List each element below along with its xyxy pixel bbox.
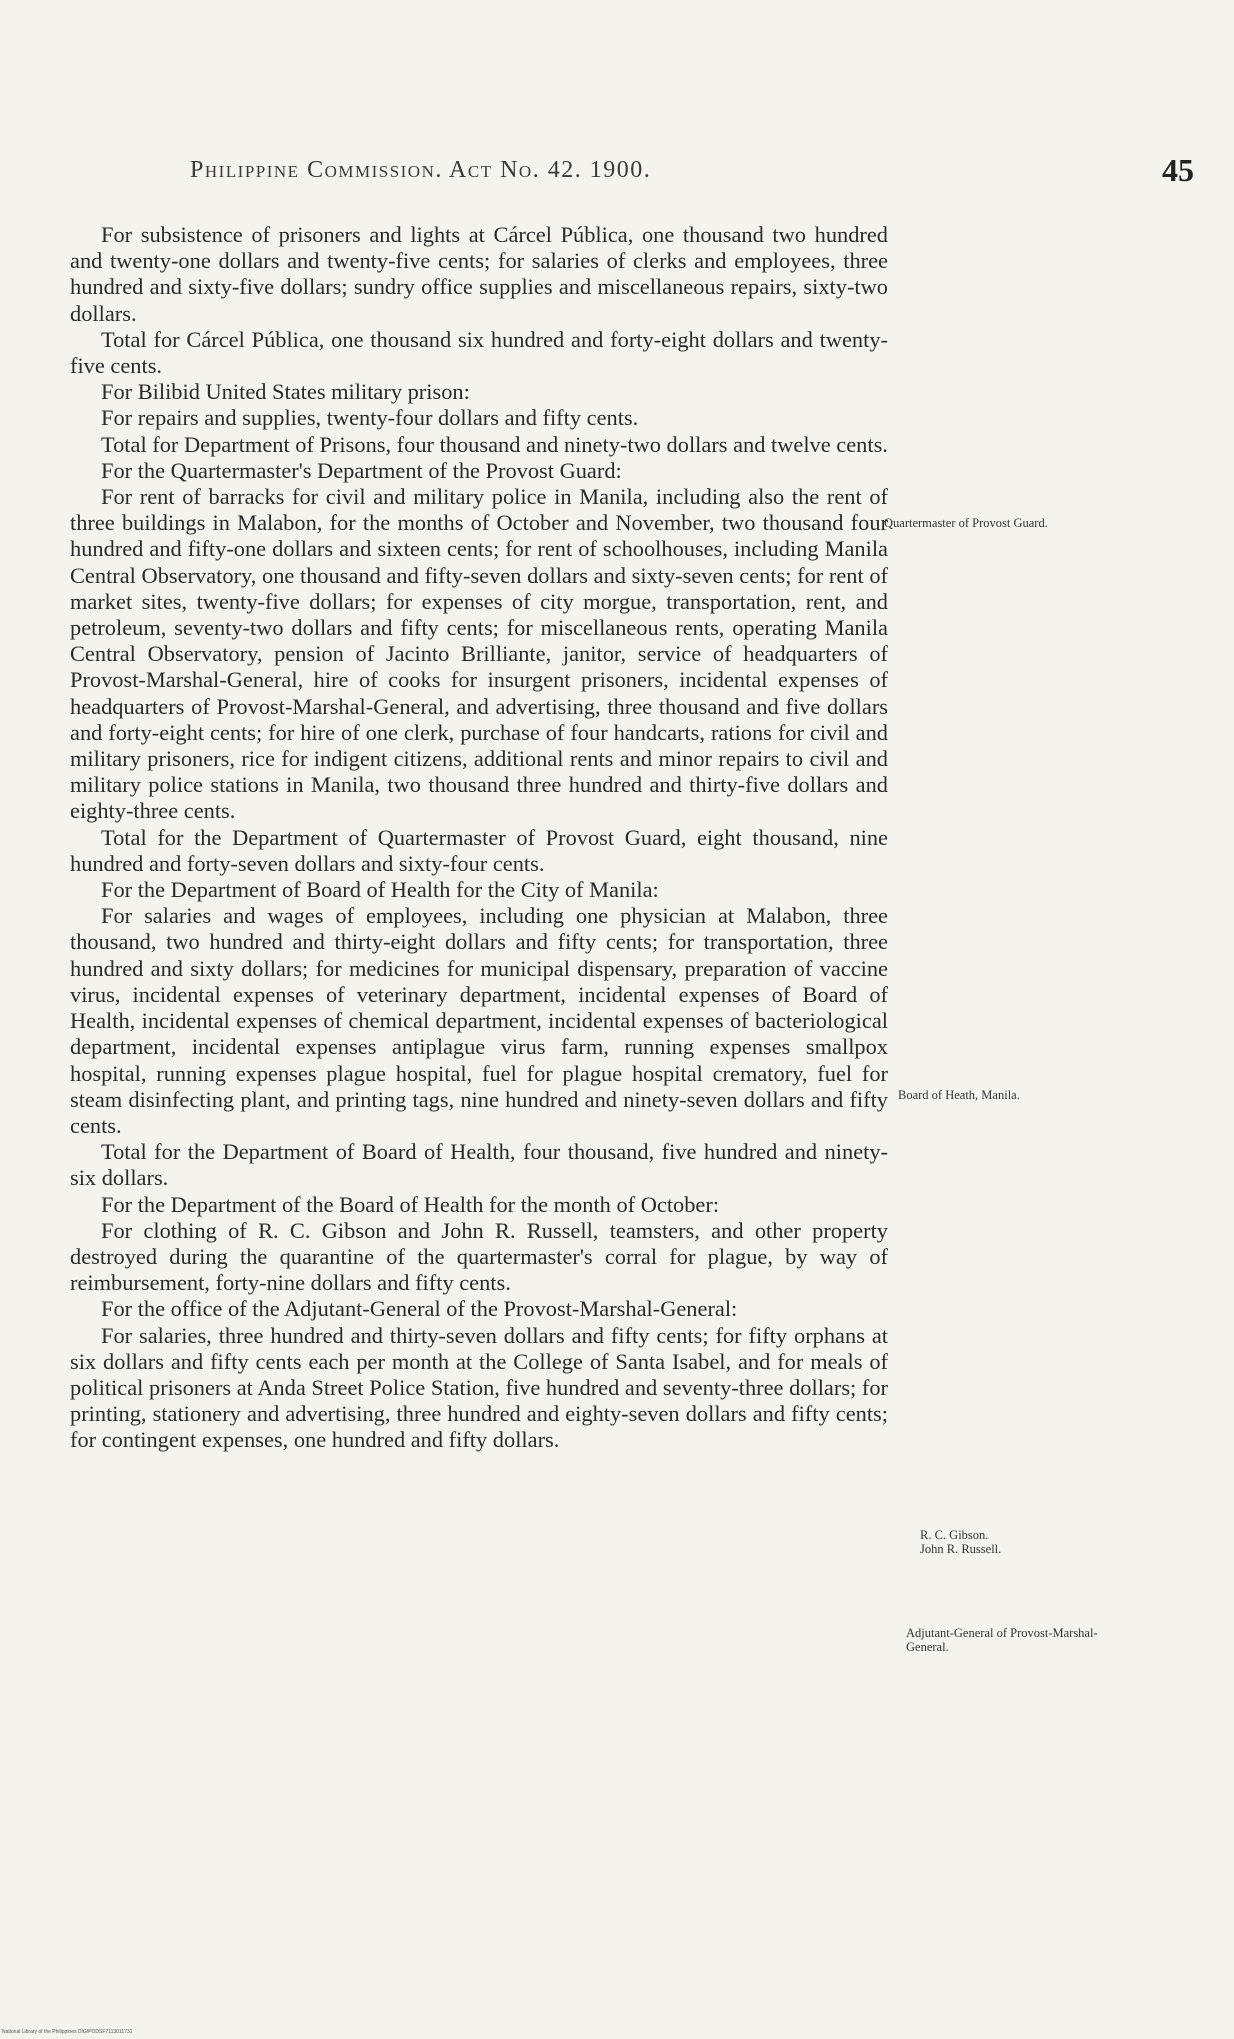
paragraph: For the Department of the Board of Health for the month of October: (101, 1191, 720, 1217)
paragraph: For the Quartermaster's Department of the Provost Guard: (101, 457, 622, 483)
margin-note-board-of-health: Board of Heath, Manila. (898, 1088, 1020, 1102)
margin-note-adjutant-general: Adjutant-General of Provost-Marshal-General. (906, 1626, 1098, 1654)
body-text (70, 222, 888, 1454)
paragraph: For salaries and wages of employees, including one physician at Malabon, three thousand, two hundred and thirty-eight dollars and fifty cents; for transportation, three hundred and sixty dollars; for medicines for municipal dispensary, preparation of vaccine virus, incidental expenses of veterinary department, incidental expenses of Board of Health, incidental expenses of chemical department, incidental expenses of bacteriological department, incidental expenses antiplague virus farm, running expenses smallpox hospital, running expenses plague hospital, fuel for plague hospital crematory, fuel for steam disinfecting plant, and printing tags, nine hundred and ninety-seven dollars and fifty cents. (70, 903, 888, 1138)
scan-footer: National Library of the Philippines DIGIPODSF7113011731 (2, 2029, 133, 2035)
paragraph: For repairs and supplies, twenty-four dollars and fifty cents. (101, 405, 639, 431)
page-number: 45 (1162, 152, 1194, 188)
paragraph: Total for Department of Prisons, four thousand and ninety-two dollars and twelve cents. (101, 431, 888, 457)
paragraph: Total for the Department of Board of Health, four thousand, five hundred and ninety-six dollars. (70, 1139, 888, 1191)
margin-note-quartermaster: Quartermaster of Provost Guard. (884, 516, 1048, 530)
paragraph: For Bilibid United States military prison: (101, 379, 470, 405)
paragraph: Total for Cárcel Pública, one thousand six hundred and forty-eight dollars and twenty-five cents. (70, 326, 888, 379)
paragraph: For salaries, three hundred and thirty-seven dollars and fifty cents; for fifty orphans at six dollars and fifty cents each per month at the College of Santa Isabel, and for meals of political prisoners at Anda Street Police Station, five hundred and seventy-three dollars; for printing, stationery and advertising, three hundred and eighty-seven dollars and fifty cents; for contingent expenses, one hundred and fifty dollars. (70, 1322, 888, 1453)
paragraph: For rent of barracks for civil and military police in Manila, including also the rent of three buildings in Malabon, for the months of October and November, two thousand four hundred and fifty-one dollars and sixteen cents; for rent of schoolhouses, including Manila Central Observatory, one thousand and fifty-seven dollars and sixty-seven cents; for rent of market sites, twenty-five dollars; for expenses of city morgue, transportation, rent, and petroleum, seventy-two dollars and fifty cents; for miscellaneous rents, operating Manila Central Observatory, pension of Jacinto Brilliante, janitor, service of headquarters of Provost-Marshal-General, hire of cooks for insurgent prisoners, incidental expenses of headquarters of Provost-Marshal-General, and advertising, three thousand and five dollars and forty-eight cents; for hire of one clerk, purchase of four handcarts, rations for civil and military prisoners, rice for indigent citizens, additional rents and minor repairs to civil and military police stations in Manila, two thousand three hundred and thirty-five dollars and eighty-three cents. (70, 484, 888, 824)
margin-note-russell: John R. Russell. (920, 1542, 1002, 1556)
paragraph: For the office of the Adjutant-General of the Provost-Marshal-General: (101, 1296, 738, 1322)
paragraph: Total for the Department of Quartermaster of Provost Guard, eight thousand, nine hundred and forty-seven dollars and sixty-four cents. (70, 824, 888, 876)
paragraph: For the Department of Board of Health for the City of Manila: (101, 877, 659, 903)
running-head: Philippine Commission. Act No. 42. 1900. (190, 157, 652, 183)
margin-note-gibson: R. C. Gibson. (920, 1528, 989, 1542)
paragraph: For subsistence of prisoners and lights at Cárcel Pública, one thousand two hundred and twenty-one dollars and twenty-five cents; for salaries of clerks and employees, three hundred and sixty-five dollars; sundry office supplies and miscellaneous repairs, sixty-two dollars. (70, 222, 888, 326)
paragraph: For clothing of R. C. Gibson and John R. Russell, teamsters, and other property destroyed during the quarantine of the quartermaster's corral for plague, by way of reimbursement, forty-nine dollars and fifty cents. (70, 1217, 888, 1296)
